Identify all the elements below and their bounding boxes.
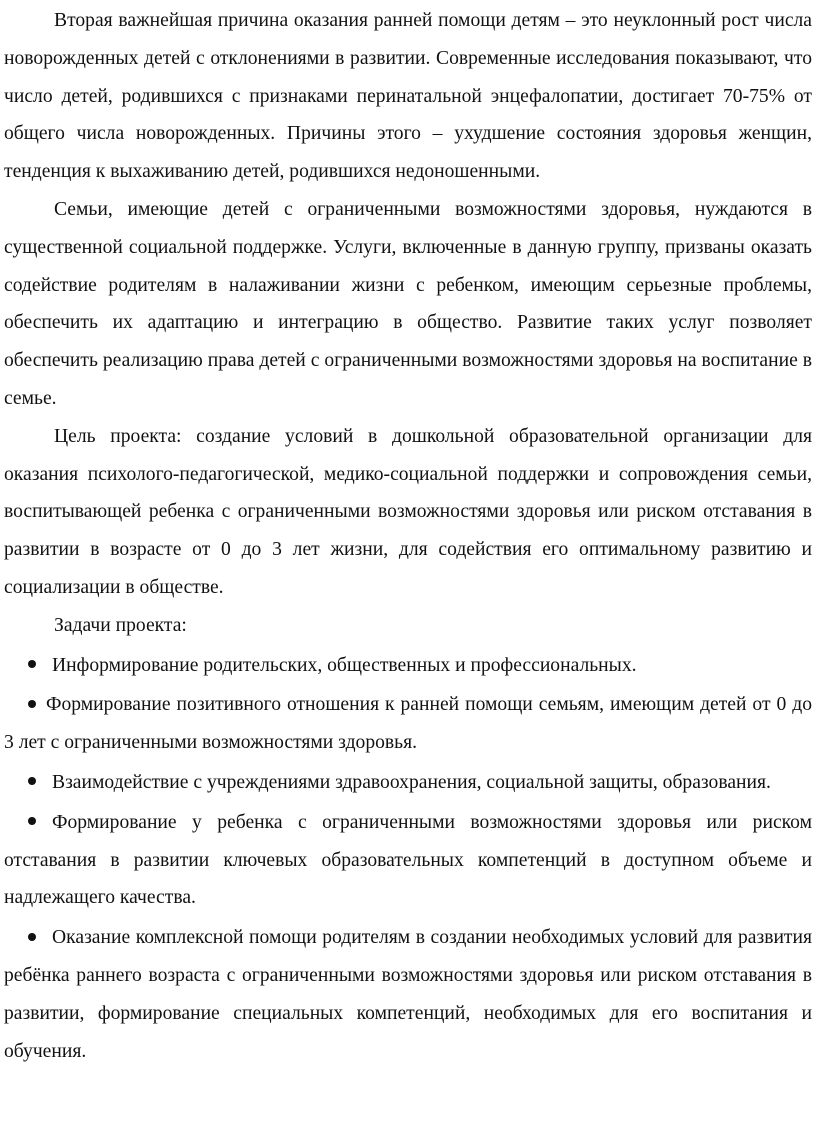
paragraph-early-help-reason: Вторая важнейшая причина оказания ранней помощи детям – это неуклонный рост числа новорожденных детей с отклонениями в развитии. Современные исследования показывают, что число детей, родившихся с признаками перинатальной энцефалопатии, достигает 70-75% от общего числа новорожденных. Причины этого – ухудшение состояния здоровья женщин, тенденция к выхаживанию детей, родившихся недоношенными. <box>4 10 812 183</box>
task-list-item <box>4 645 812 685</box>
bullet-icon <box>28 817 36 825</box>
task-text: Взаимодействие с учреждениями здравоохранения, социальной защиты, образования. <box>52 771 771 793</box>
bullet-icon <box>28 660 36 668</box>
paragraph-family-support: Семьи, имеющие детей с ограниченными возможностями здоровья, нуждаются в существенной социальной поддержке. Услуги, включенные в данную группу, призваны оказать содействие родителям в налаживании жизни с ребенком, имеющим серьезные проблемы, обеспечить их адаптацию и интеграцию в общество. Развитие таких услуг позволяет обеспечить реализацию права детей с ограниченными возможностями здоровья на воспитание в семье. <box>4 198 812 409</box>
paragraph-project-goal: Цель проекта: создание условий в дошкольной образовательной организации для оказания психолого-педагогической, медико-социальной поддержки и сопровождения семьи, воспитывающей ребенка с ограниченными возможностями здоровья или риском отставания в развитии в возрасте от 0 до 3 лет жизни, для содействия его оптимальному развитию и социализации в обществе. <box>4 425 812 598</box>
task-text: Формирование у ребенка с ограниченными возможностями здоровья или риском отставания в развитии ключевых образовательных компетенций в доступном объеме и надлежащего качества. <box>4 811 812 909</box>
task-list-item <box>4 917 812 1070</box>
tasks-heading: Задачи проекта: <box>54 614 187 636</box>
task-text: Оказание комплексной помощи родителям в создании необходимых условий для развития ребёнка раннего возраста с ограниченными возможностями здоровья или риском отставания в развитии, формирование специальных компетенций, необходимых для его воспитания и обучения. <box>4 927 812 1062</box>
bullet-icon <box>28 933 36 941</box>
task-list-item <box>4 762 812 802</box>
task-text: Формирование позитивного отношения к ранней помощи семьям, имеющим детей от 0 до 3 лет с ограниченными возможностями здоровья. <box>4 694 812 754</box>
task-list-item <box>4 802 812 917</box>
task-list-item <box>4 684 812 762</box>
task-text: Информирование родительских, общественных и профессиональных. <box>52 654 637 676</box>
bullet-icon <box>28 777 36 785</box>
bullet-icon <box>28 700 36 708</box>
